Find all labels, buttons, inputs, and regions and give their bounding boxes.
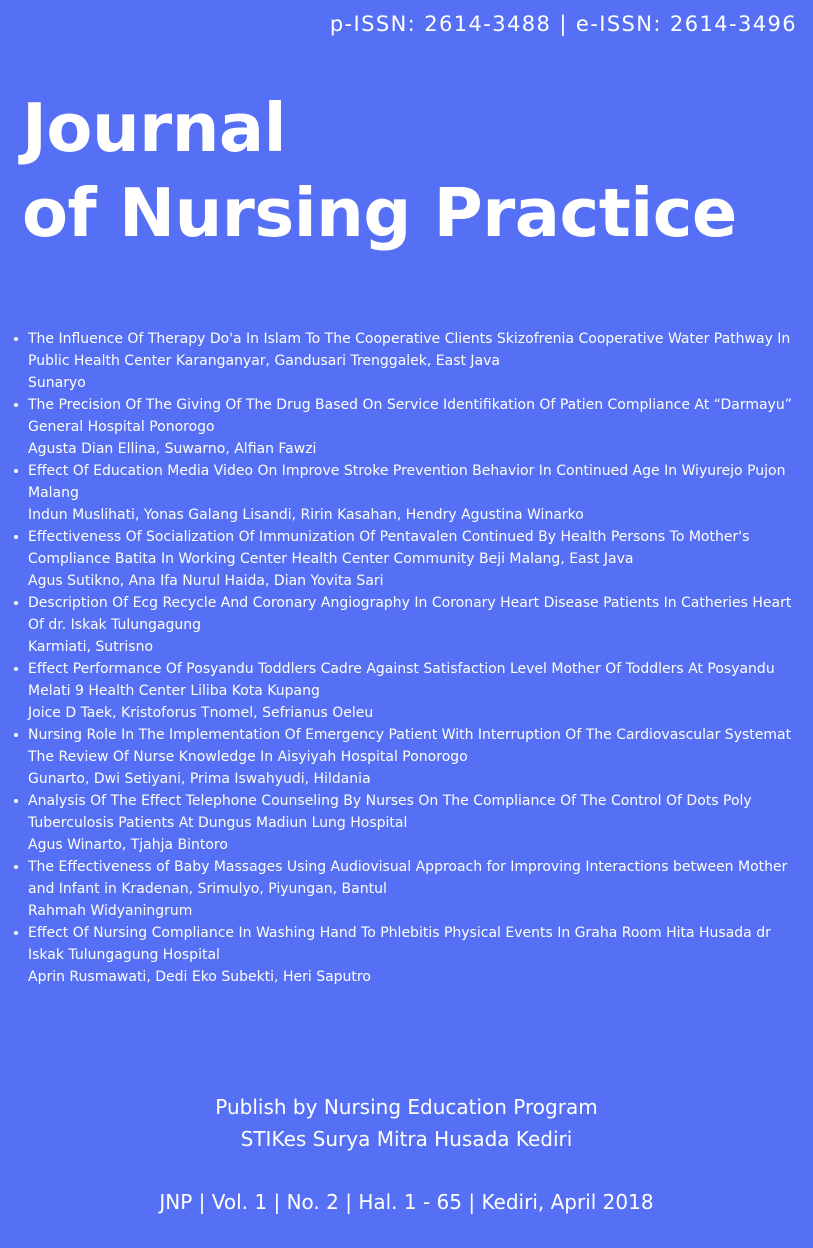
article-title: Analysis Of The Effect Telephone Counseling By Nurses On The Compliance Of The Control Of Dots Poly Tuberculosis Patients At Dungus Madiun Lung Hospital	[28, 793, 752, 831]
issue-info: JNP | Vol. 1 | No. 2 | Hal. 1 - 65 | Kediri, April 2018	[159, 1190, 654, 1214]
article-authors: Agus Sutikno, Ana Ifa Nurul Haida, Dian Yovita Sari	[28, 573, 384, 589]
article-title: Effect Of Education Media Video On Improve Stroke Prevention Behavior In Continued Age In Wiyurejo Pujon Malang	[28, 463, 786, 501]
journal-title	[22, 86, 737, 256]
issn-line: p-ISSN: 2614-3488 | e-ISSN: 2614-3496	[329, 12, 797, 36]
article-title: Description Of Ecg Recycle And Coronary Angiography In Coronary Heart Disease Patients In Catheries Heart Of dr. Iskak Tulungagung	[28, 595, 792, 633]
article-item	[10, 724, 805, 790]
article-item	[10, 922, 805, 988]
article-item	[10, 460, 805, 526]
article-authors: Rahmah Widyaningrum	[28, 903, 193, 919]
publisher-block	[0, 1091, 813, 1155]
article-authors: Joice D Taek, Kristoforus Tnomel, Sefrianus Oeleu	[28, 705, 374, 721]
article-authors: Agusta Dian Ellina, Suwarno, Alfian Fawzi	[28, 441, 317, 457]
article-authors: Gunarto, Dwi Setiyani, Prima Iswahyudi, Hildania	[28, 771, 371, 787]
article-item	[10, 526, 805, 592]
article-title: Effect Of Nursing Compliance In Washing Hand To Phlebitis Physical Events In Graha Room Hita Husada dr Iskak Tulungagung Hospital	[28, 925, 771, 963]
article-title: The Precision Of The Giving Of The Drug Based On Service Identifikation Of Patien Compliance At “Darmayu” General Hospital Ponorogo	[28, 397, 792, 435]
article-title: Effect Performance Of Posyandu Toddlers Cadre Against Satisfaction Level Mother Of Toddlers At Posyandu Melati 9 Health Center Liliba Kota Kupang	[28, 661, 775, 699]
journal-title-line-1: Journal	[22, 89, 287, 167]
article-title: Nursing Role In The Implementation Of Emergency Patient With Interruption Of The Cardiovascular Systemat The Review Of Nurse Knowledge In Aisyiyah Hospital Ponorogo	[28, 727, 792, 765]
article-authors: Agus Winarto, Tjahja Bintoro	[28, 837, 228, 853]
publisher-line-1: Publish by Nursing Education Program	[215, 1095, 598, 1119]
article-item	[10, 394, 805, 460]
article-title: The Effectiveness of Baby Massages Using Audiovisual Approach for Improving Interactions between Mother and Infant in Kradenan, Srimulyo, Piyungan, Bantul	[28, 859, 788, 897]
article-authors: Indun Muslihati, Yonas Galang Lisandi, Ririn Kasahan, Hendry Agustina Winarko	[28, 507, 584, 523]
article-item	[10, 856, 805, 922]
article-list	[10, 328, 805, 988]
article-item	[10, 328, 805, 394]
article-authors: Sunaryo	[28, 375, 86, 391]
article-title: The Influence Of Therapy Do'a In Islam To The Cooperative Clients Skizofrenia Cooperative Water Pathway In Public Health Center Karanganyar, Gandusari Trenggalek, East Java	[28, 331, 791, 369]
article-item	[10, 592, 805, 658]
publisher-line-2: STIKes Surya Mitra Husada Kediri	[240, 1127, 573, 1151]
article-item	[10, 790, 805, 856]
article-authors: Aprin Rusmawati, Dedi Eko Subekti, Heri Saputro	[28, 969, 371, 985]
journal-title-line-2: of Nursing Practice	[22, 174, 737, 252]
article-title: Effectiveness Of Socialization Of Immunization Of Pentavalen Continued By Health Persons To Mother's Compliance Batita In Working Center Health Center Community Beji Malang, East Java	[28, 529, 750, 567]
article-authors: Karmiati, Sutrisno	[28, 639, 154, 655]
article-item	[10, 658, 805, 724]
